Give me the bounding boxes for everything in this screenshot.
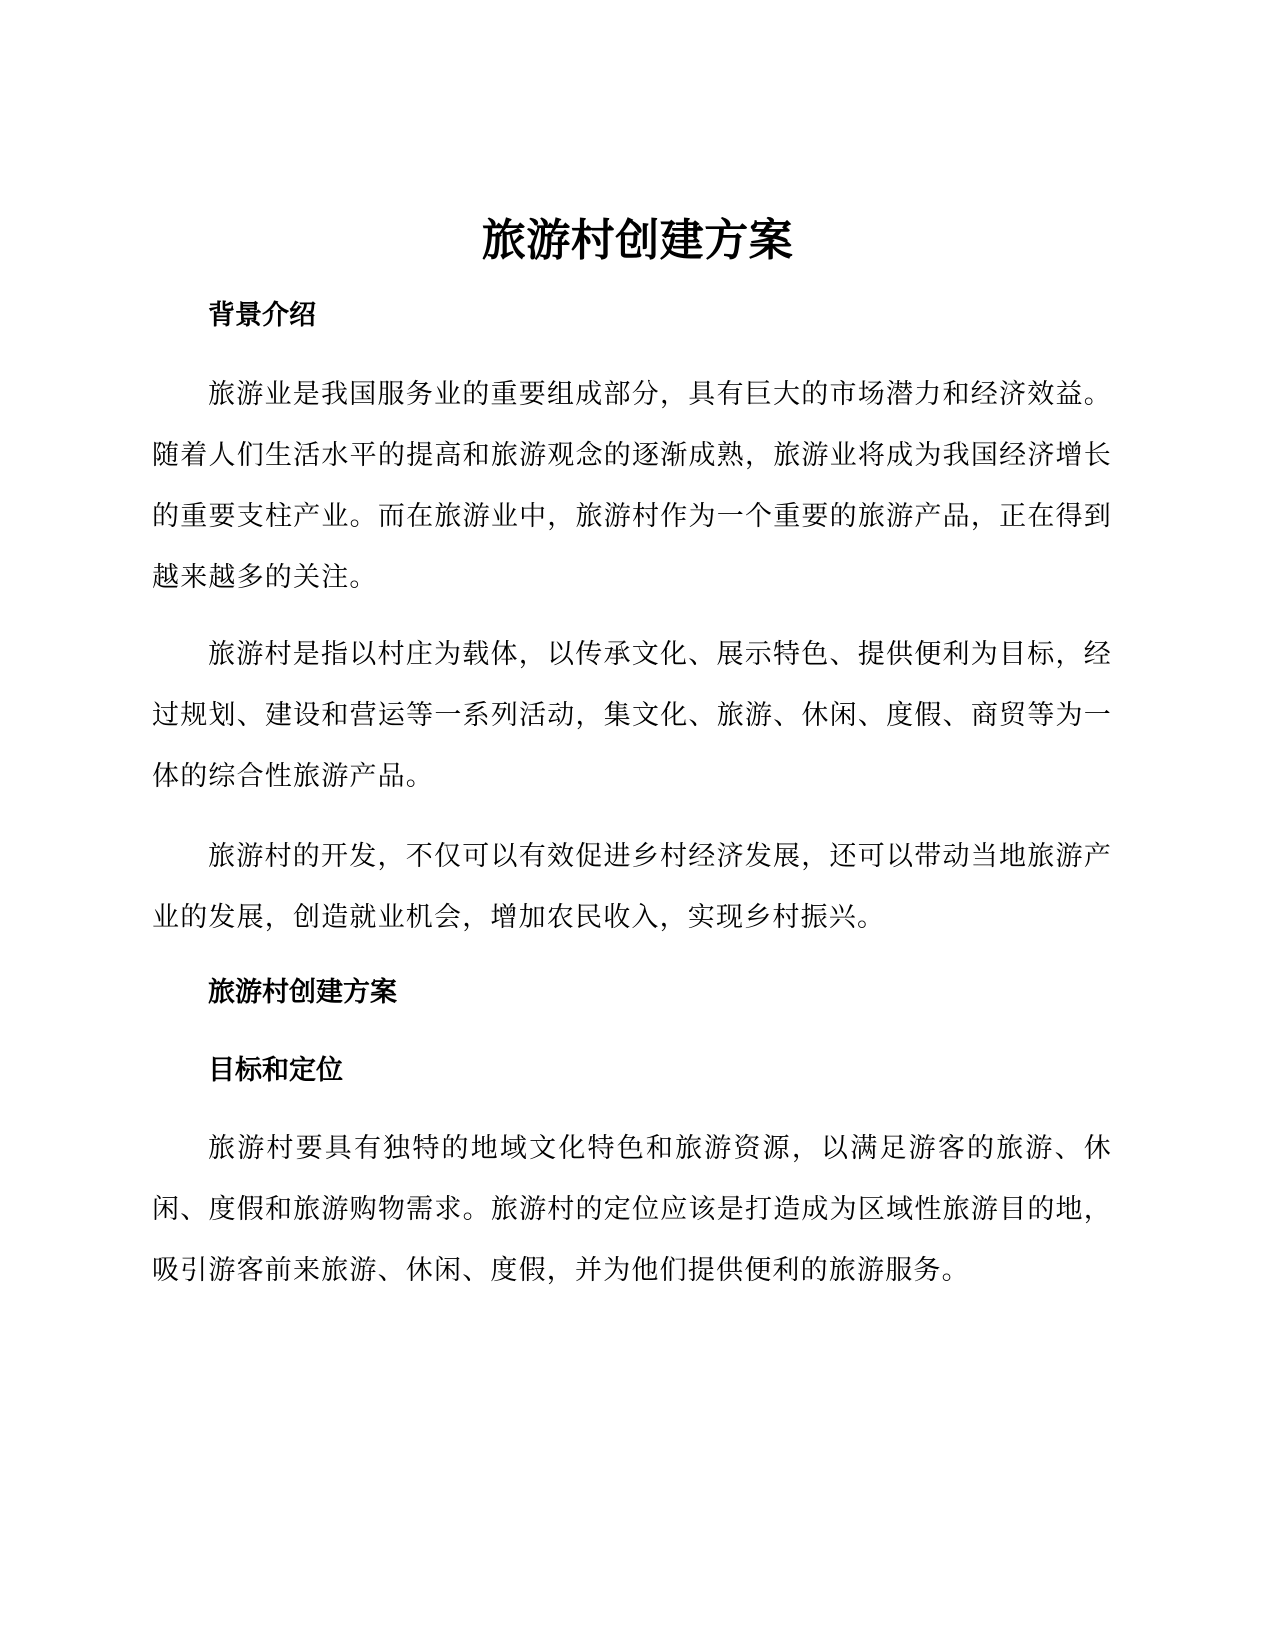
section-heading-goals: 目标和定位 xyxy=(208,1055,343,1086)
document-title: 旅游村创建方案 xyxy=(481,215,794,266)
section-heading-plan: 旅游村创建方案 xyxy=(208,977,397,1008)
paragraph-background-2: 旅游村是指以村庄为载体，以传承文化、展示特色、提供便利为目标，经过规划、建设和营运等一系列活动，集文化、旅游、休闲、度假、商贸等为一体的综合性旅游产品。 xyxy=(152,639,1112,792)
section-heading-background: 背景介绍 xyxy=(208,300,316,331)
paragraph-background-1: 旅游业是我国服务业的重要组成部分，具有巨大的市场潜力和经济效益。随着人们生活水平的提高和旅游观念的逐渐成熟，旅游业将成为我国经济增长的重要支柱产业。而在旅游业中，旅游村作为一个重要的旅游产品，正在得到越来越多的关注。 xyxy=(152,379,1112,593)
paragraph-background-3: 旅游村的开发，不仅可以有效促进乡村经济发展，还可以带动当地旅游产业的发展，创造就业机会，增加农民收入，实现乡村振兴。 xyxy=(152,841,1112,933)
paragraph-goals-1: 旅游村要具有独特的地域文化特色和旅游资源，以满足游客的旅游、休闲、度假和旅游购物需求。旅游村的定位应该是打造成为区域性旅游目的地，吸引游客前来旅游、休闲、度假，并为他们提供便利的旅游服务。 xyxy=(152,1133,1112,1286)
